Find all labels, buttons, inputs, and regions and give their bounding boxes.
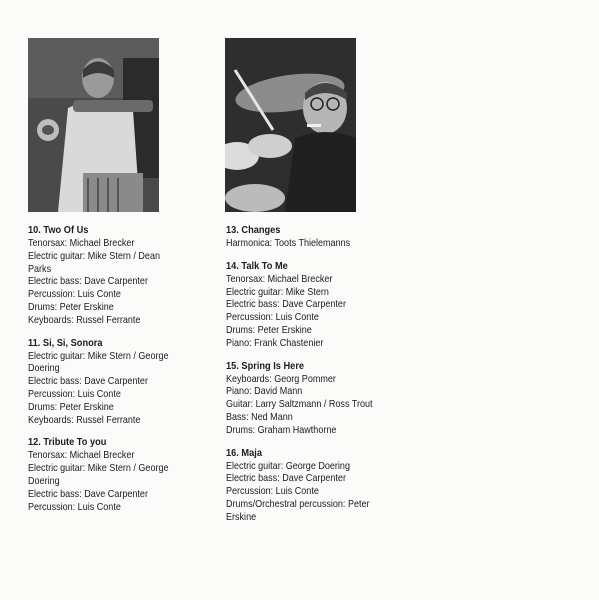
credit-line: Tenorsax: Michael Brecker bbox=[28, 449, 135, 462]
track-entry bbox=[226, 260, 426, 350]
track-column-right bbox=[226, 224, 426, 534]
drummer-photo-graphic bbox=[225, 38, 356, 212]
credit-line: Harmonica: Toots Thielemanns bbox=[226, 237, 351, 249]
track-column-left bbox=[28, 224, 228, 523]
credit-line: Drums/Orchestral percussion: Peter Erskine bbox=[226, 497, 370, 523]
track-entry bbox=[28, 224, 228, 327]
credit-line: Piano: David Mann bbox=[226, 385, 303, 398]
credit-line: Percussion: Luis Conte bbox=[226, 311, 319, 324]
track-title: 10. Two Of Us bbox=[28, 224, 89, 236]
credit-line: Drums: Graham Hawthorne bbox=[226, 423, 337, 436]
credit-line: Electric bass: Dave Carpenter bbox=[28, 275, 148, 288]
track-title: 12. Tribute To you bbox=[28, 436, 107, 449]
credit-line: Bass: Ned Mann bbox=[226, 410, 293, 423]
track-title: 14. Talk To Me bbox=[226, 259, 288, 272]
credit-line: Electric bass: Dave Carpenter bbox=[28, 375, 148, 388]
credit-line: Electric guitar: Mike Stern / Dean Parks bbox=[28, 249, 160, 275]
track-entry bbox=[28, 436, 228, 513]
track-entry bbox=[226, 447, 426, 524]
track-title: 15. Spring Is Here bbox=[226, 359, 305, 372]
track-title: 16. Maja bbox=[226, 446, 262, 459]
credit-line: Electric bass: Dave Carpenter bbox=[226, 298, 346, 311]
credit-line: Electric guitar: Mike Stern bbox=[226, 285, 329, 298]
credit-line: Percussion: Luis Conte bbox=[28, 500, 121, 513]
credit-line: Percussion: Luis Conte bbox=[226, 485, 319, 498]
track-entry bbox=[226, 224, 426, 250]
track-title: 13. Changes bbox=[226, 224, 281, 236]
credit-line: Electric guitar: Mike Stern / George Doering bbox=[28, 462, 169, 487]
credit-line: Keyboards: Russel Ferrante bbox=[28, 313, 141, 326]
credit-line: Guitar: Larry Saltzmann / Ross Trout bbox=[226, 398, 373, 411]
credit-line: Electric guitar: George Doering bbox=[226, 459, 350, 472]
credit-line: Drums: Peter Erskine bbox=[226, 323, 312, 336]
credit-line: Drums: Peter Erskine bbox=[28, 400, 114, 413]
musician-photo-right bbox=[225, 38, 356, 212]
credit-line: Electric guitar: Mike Stern / George Doering bbox=[28, 349, 169, 375]
musician-photo-left bbox=[28, 38, 159, 212]
track-entry bbox=[226, 360, 426, 437]
credit-line: Tenorsax: Michael Brecker bbox=[226, 272, 333, 285]
credit-line: Drums: Peter Erskine bbox=[28, 300, 114, 313]
track-title: 11. Si, Si, Sonora bbox=[28, 336, 103, 349]
credit-line: Tenorsax: Michael Brecker bbox=[28, 237, 135, 249]
track-entry bbox=[28, 337, 228, 427]
credit-line: Percussion: Luis Conte bbox=[28, 387, 121, 400]
guitarist-photo-graphic bbox=[28, 38, 159, 212]
credit-line: Keyboards: Georg Pommer bbox=[226, 372, 336, 385]
credit-line: Piano: Frank Chastenier bbox=[226, 336, 324, 349]
credit-line: Electric bass: Dave Carpenter bbox=[226, 472, 346, 485]
credit-line: Percussion: Luis Conte bbox=[28, 288, 121, 301]
credit-line: Keyboards: Russel Ferrante bbox=[28, 413, 141, 426]
credit-line: Electric bass: Dave Carpenter bbox=[28, 487, 148, 500]
